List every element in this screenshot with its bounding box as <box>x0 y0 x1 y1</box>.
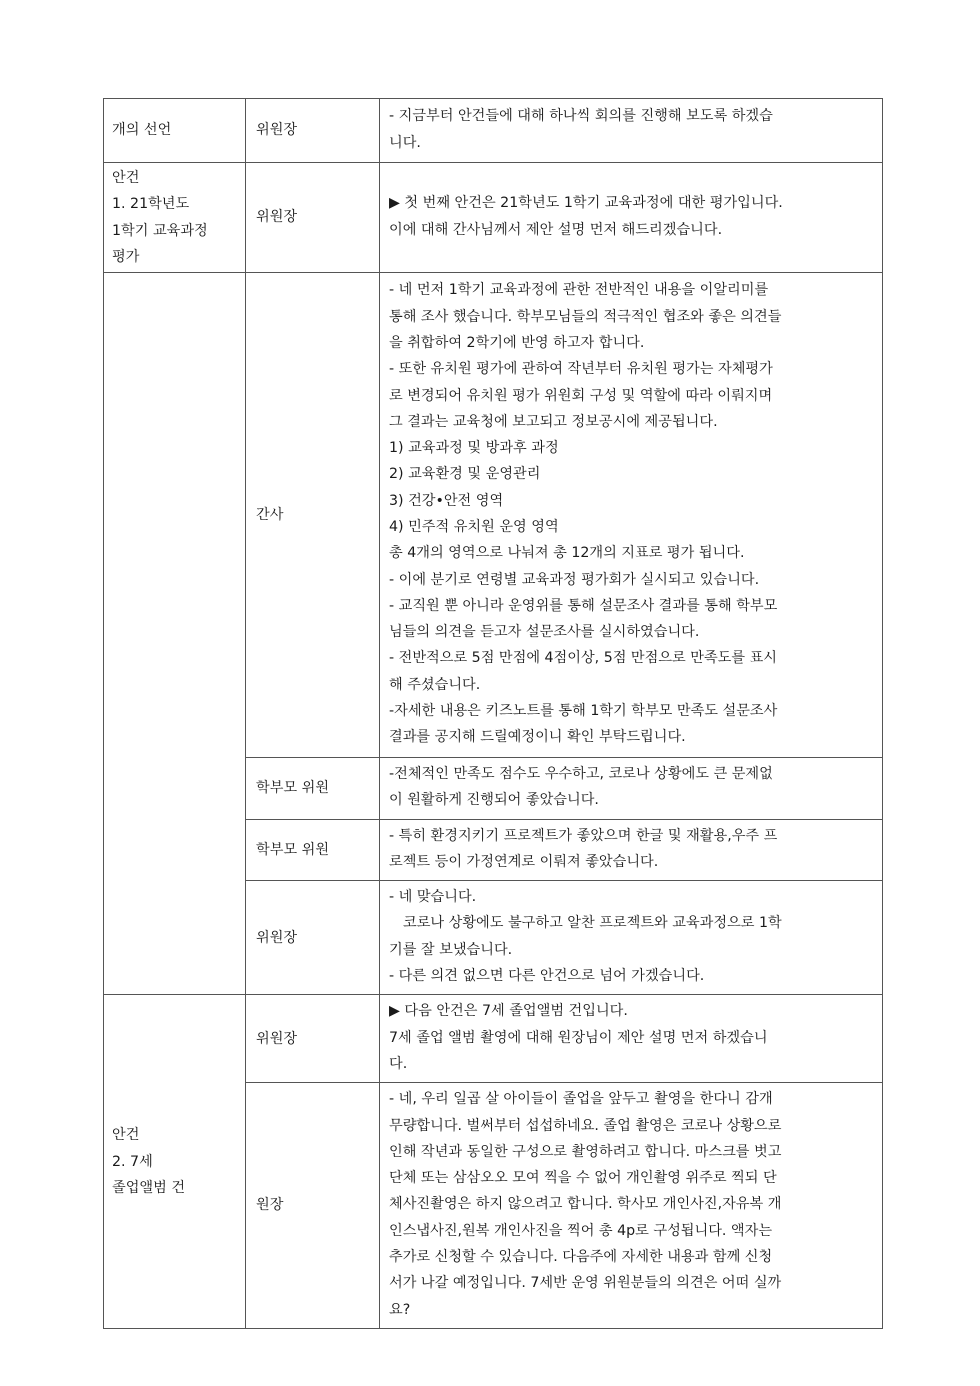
table-row <box>104 163 883 273</box>
speaker-cell: 학부모 위원 <box>246 758 380 820</box>
content-line: - 지금부터 안건들에 대해 하나씩 회의를 진행해 보도록 하겠습 <box>389 108 773 125</box>
speaker-cell: 위원장 <box>246 995 380 1083</box>
content-line: - 특히 환경지키기 프로젝트가 좋았으며 한글 및 재활용,우주 프 <box>389 827 778 844</box>
agenda-cell-empty <box>104 273 246 995</box>
content-cell <box>380 163 883 273</box>
table-row <box>104 995 883 1083</box>
speaker-cell: 간사 <box>246 273 380 758</box>
content-line: 해 주셨습니다. <box>389 676 481 693</box>
agenda-line: 1학기 교육과정 <box>112 222 208 239</box>
content-line: ▶ 다음 안건은 7세 졸업앨범 건입니다. <box>389 1003 628 1020</box>
agenda-line: 1. 21학년도 <box>112 196 190 213</box>
agenda-line: 안건 <box>112 1127 140 1144</box>
content-line: - 이에 분기로 연령별 교육과정 평가회가 실시되고 있습니다. <box>389 571 760 588</box>
agenda-line: 개의 선언 <box>112 122 172 139</box>
content-line: 결과를 공지해 드릴예정이니 확인 부탁드립니다. <box>389 729 686 746</box>
content-line: 이에 대해 간사님께서 제안 설명 먼저 해드리겠습니다. <box>389 221 723 238</box>
speaker-cell: 원장 <box>246 1083 380 1329</box>
content-line: - 다른 의견 없으면 다른 안건으로 넘어 가겠습니다. <box>389 968 705 985</box>
content-line: 님들의 의견을 듣고자 설문조사를 실시하였습니다. <box>389 624 700 641</box>
speaker-cell: 학부모 위원 <box>246 819 380 881</box>
content-line: 추가로 신청할 수 있습니다. 다음주에 자세한 내용과 함께 신청 <box>389 1249 773 1266</box>
content-line: 체사진촬영은 하지 않으려고 합니다. 학사모 개인사진,자유복 개 <box>389 1196 782 1213</box>
content-line: - 네 맞습니다. <box>389 889 477 906</box>
content-line: 로젝트 등이 가정연계로 이뤄져 좋았습니다. <box>389 853 659 870</box>
speaker-cell: 위원장 <box>246 99 380 163</box>
content-line: 다. <box>389 1055 408 1072</box>
content-cell <box>380 995 883 1083</box>
content-line: 요? <box>389 1301 411 1318</box>
content-line: 을 취합하여 2학기에 반영 하고자 합니다. <box>389 334 645 351</box>
table-row <box>104 273 883 758</box>
content-line: -전체적인 만족도 점수도 우수하고, 코로나 상황에도 큰 문제없 <box>389 766 773 782</box>
content-line: - 교직원 뿐 아니라 운영위를 통해 설문조사 결과를 통해 학부모 <box>389 597 778 614</box>
content-line: ▶ 첫 번째 안건은 21학년도 1학기 교육과정에 대한 평가입니다. <box>389 195 783 212</box>
content-line: - 또한 유치원 평가에 관하여 작년부터 유치원 평가는 자체평가 <box>389 361 773 378</box>
content-cell <box>380 819 883 881</box>
content-line: 로 변경되어 유치원 평가 위원회 구성 및 역할에 따라 이뤄지며 <box>389 387 773 404</box>
content-line: 2) 교육환경 및 운영관리 <box>389 466 541 483</box>
content-line: 4) 민주적 유치원 운영 영역 <box>389 519 559 535</box>
content-line: 무량합니다. 벌써부터 섭섭하네요. 졸업 촬영은 코로나 상황으로 <box>389 1117 782 1134</box>
content-line: 인해 작년과 동일한 구성으로 촬영하려고 합니다. 마스크를 벗고 <box>389 1143 782 1160</box>
agenda-line: 평가 <box>112 248 140 265</box>
content-line: 통해 조사 했습니다. 학부모님들의 적극적인 협조와 좋은 의견들 <box>389 308 782 325</box>
content-cell <box>380 881 883 995</box>
table-row <box>104 99 883 163</box>
content-line: 총 4개의 영역으로 나눠져 총 12개의 지표로 평가 됩니다. <box>389 545 745 562</box>
speaker-cell: 위원장 <box>246 163 380 273</box>
minutes-table <box>103 98 883 1329</box>
agenda-line: 졸업앨범 건 <box>112 1179 186 1196</box>
content-cell <box>380 758 883 820</box>
content-line: 7세 졸업 앨범 촬영에 대해 원장님이 제안 설명 먼저 하겠습니 <box>389 1029 768 1046</box>
content-cell <box>380 1083 883 1329</box>
agenda-line: 2. 7세 <box>112 1153 153 1170</box>
content-cell <box>380 273 883 758</box>
agenda-cell <box>104 163 246 273</box>
content-line: -자세한 내용은 키즈노트를 통해 1학기 학부모 만족도 설문조사 <box>389 703 778 720</box>
agenda-line: 안건 <box>112 169 140 186</box>
content-line: - 전반적으로 5점 만점에 4점이상, 5점 만점으로 만족도를 표시 <box>389 650 778 667</box>
content-line: 3) 건강•안전 영역 <box>389 492 504 509</box>
content-line: 이 원활하게 진행되어 좋았습니다. <box>389 792 599 809</box>
content-line: - 네, 우리 일곱 살 아이들이 졸업을 앞두고 촬영을 한다니 감개 <box>389 1091 773 1108</box>
speaker-cell: 위원장 <box>246 881 380 995</box>
content-line: 1) 교육과정 및 방과후 과정 <box>389 440 559 457</box>
content-cell <box>380 99 883 163</box>
content-line: 그 결과는 교육청에 보고되고 정보공시에 제공됩니다. <box>389 413 718 430</box>
content-line: 단체 또는 삼삼오오 모여 찍을 수 없어 개인촬영 위주로 찍되 단 <box>389 1170 777 1187</box>
content-line: - 네 먼저 1학기 교육과정에 관한 전반적인 내용을 이알리미를 <box>389 282 769 299</box>
agenda-cell <box>104 99 246 163</box>
content-line: 코로나 상황에도 불구하고 알찬 프로젝트와 교육과정으로 1학 <box>403 915 782 932</box>
agenda-cell <box>104 995 246 1329</box>
content-line: 서가 나갈 예정입니다. 7세반 운영 위원분들의 의견은 어떠 실까 <box>389 1275 782 1292</box>
content-line: 니다. <box>389 134 421 151</box>
content-line: 인스냅사진,원복 개인사진을 찍어 총 4p로 구성됩니다. 액자는 <box>389 1222 773 1239</box>
content-line: 기를 잘 보냈습니다. <box>389 941 513 958</box>
